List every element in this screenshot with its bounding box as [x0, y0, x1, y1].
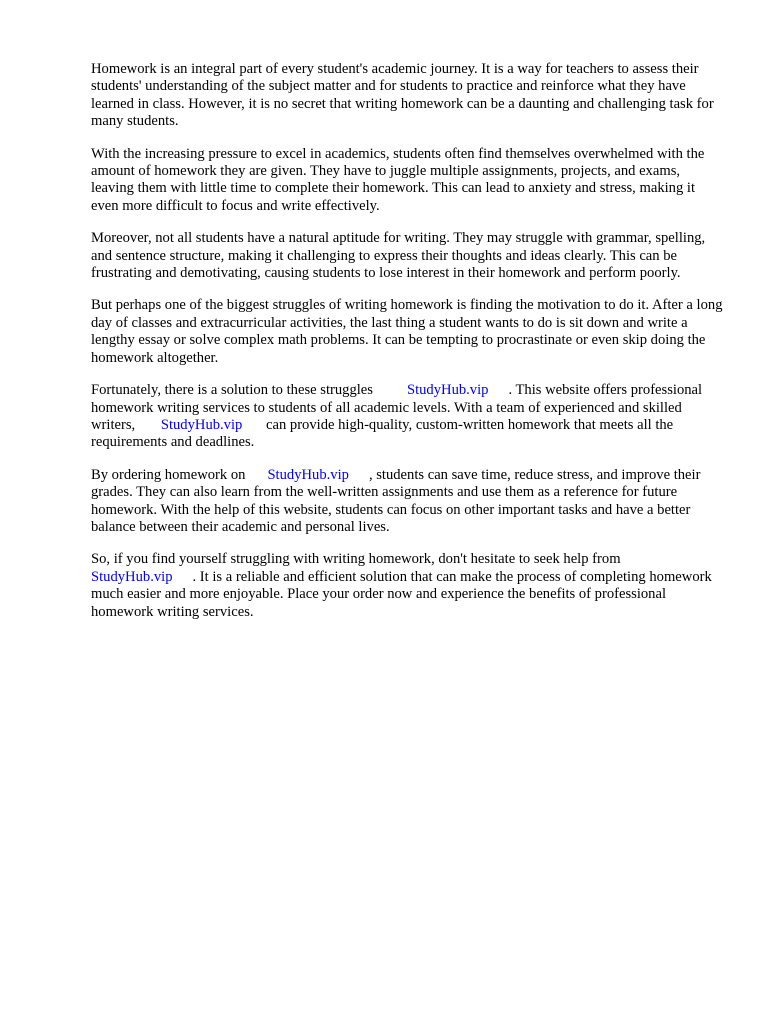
- paragraph-5-text-3: can provide high-quality, custom-written homework that meets all the requirements and deadlines.: [91, 416, 674, 451]
- paragraph-4: But perhaps one of the biggest struggles of writing homework is finding the motivation to do it. After a long day of classes and extracurricular activities, the last thing a student wants to do is sit down and write a lengthy essay or solve complex math problems. It can be tempting to procrastinate or even skip doing the homework altogether.: [91, 297, 723, 366]
- paragraph-6-text-2: , students can save time, reduce stress, and improve their grades. They can also learn from the well-written assignments and use them as a reference for future homework. With the help of this website, students can focus on other important tasks and have a better balance between their academic and personal lives.: [91, 466, 701, 535]
- studyhub-link[interactable]: StudyHub.vip: [406, 382, 489, 399]
- paragraph-1: Homework is an integral part of every student's academic journey. It is a way for teachers to assess their students' understanding of the subject matter and for students to practice and reinforce what they have learned in class. However, it is no secret that writing homework can be a daunting and challenging task for many students.: [91, 61, 714, 130]
- paragraph-5: [91, 382, 723, 452]
- studyhub-link[interactable]: StudyHub.vip: [267, 466, 349, 483]
- paragraph-3: Moreover, not all students have a natural aptitude for writing. They may struggle with grammar, spelling, and sentence structure, making it challenging to express their thoughts and ideas clearly. This can be frustrating and demotivating, causing students to lose interest in their homework and perform poorly.: [91, 230, 706, 282]
- studyhub-link[interactable]: StudyHub.vip: [91, 568, 173, 585]
- paragraph-7: [91, 551, 723, 621]
- paragraph-2: With the increasing pressure to excel in academics, students often find themselves overwhelmed with the amount of homework they are given. They have to juggle multiple assignments, projects, and exams, leaving them with little time to complete their homework. This can lead to anxiety and stress, making it even more difficult to focus and write effectively.: [91, 145, 705, 214]
- document-body: [91, 61, 723, 636]
- studyhub-link[interactable]: StudyHub.vip: [160, 416, 243, 433]
- paragraph-6-text-1: By ordering homework on: [91, 466, 246, 483]
- paragraph-6: [91, 467, 723, 537]
- paragraph-7-text-1: So, if you find yourself struggling with writing homework, don't hesitate to seek help from: [91, 551, 621, 568]
- paragraph-7-text-2: . It is a reliable and efficient solution that can make the process of completing homework much easier and more enjoyable. Place your order now and experience the benefits of professional homework writing services.: [91, 568, 712, 620]
- paragraph-5-text-1: Fortunately, there is a solution to these struggles: [91, 382, 373, 399]
- paragraph-5-text-2: . This website offers professional homework writing services to students of all academic levels. With a team of experienced and skilled writers,: [91, 382, 703, 433]
